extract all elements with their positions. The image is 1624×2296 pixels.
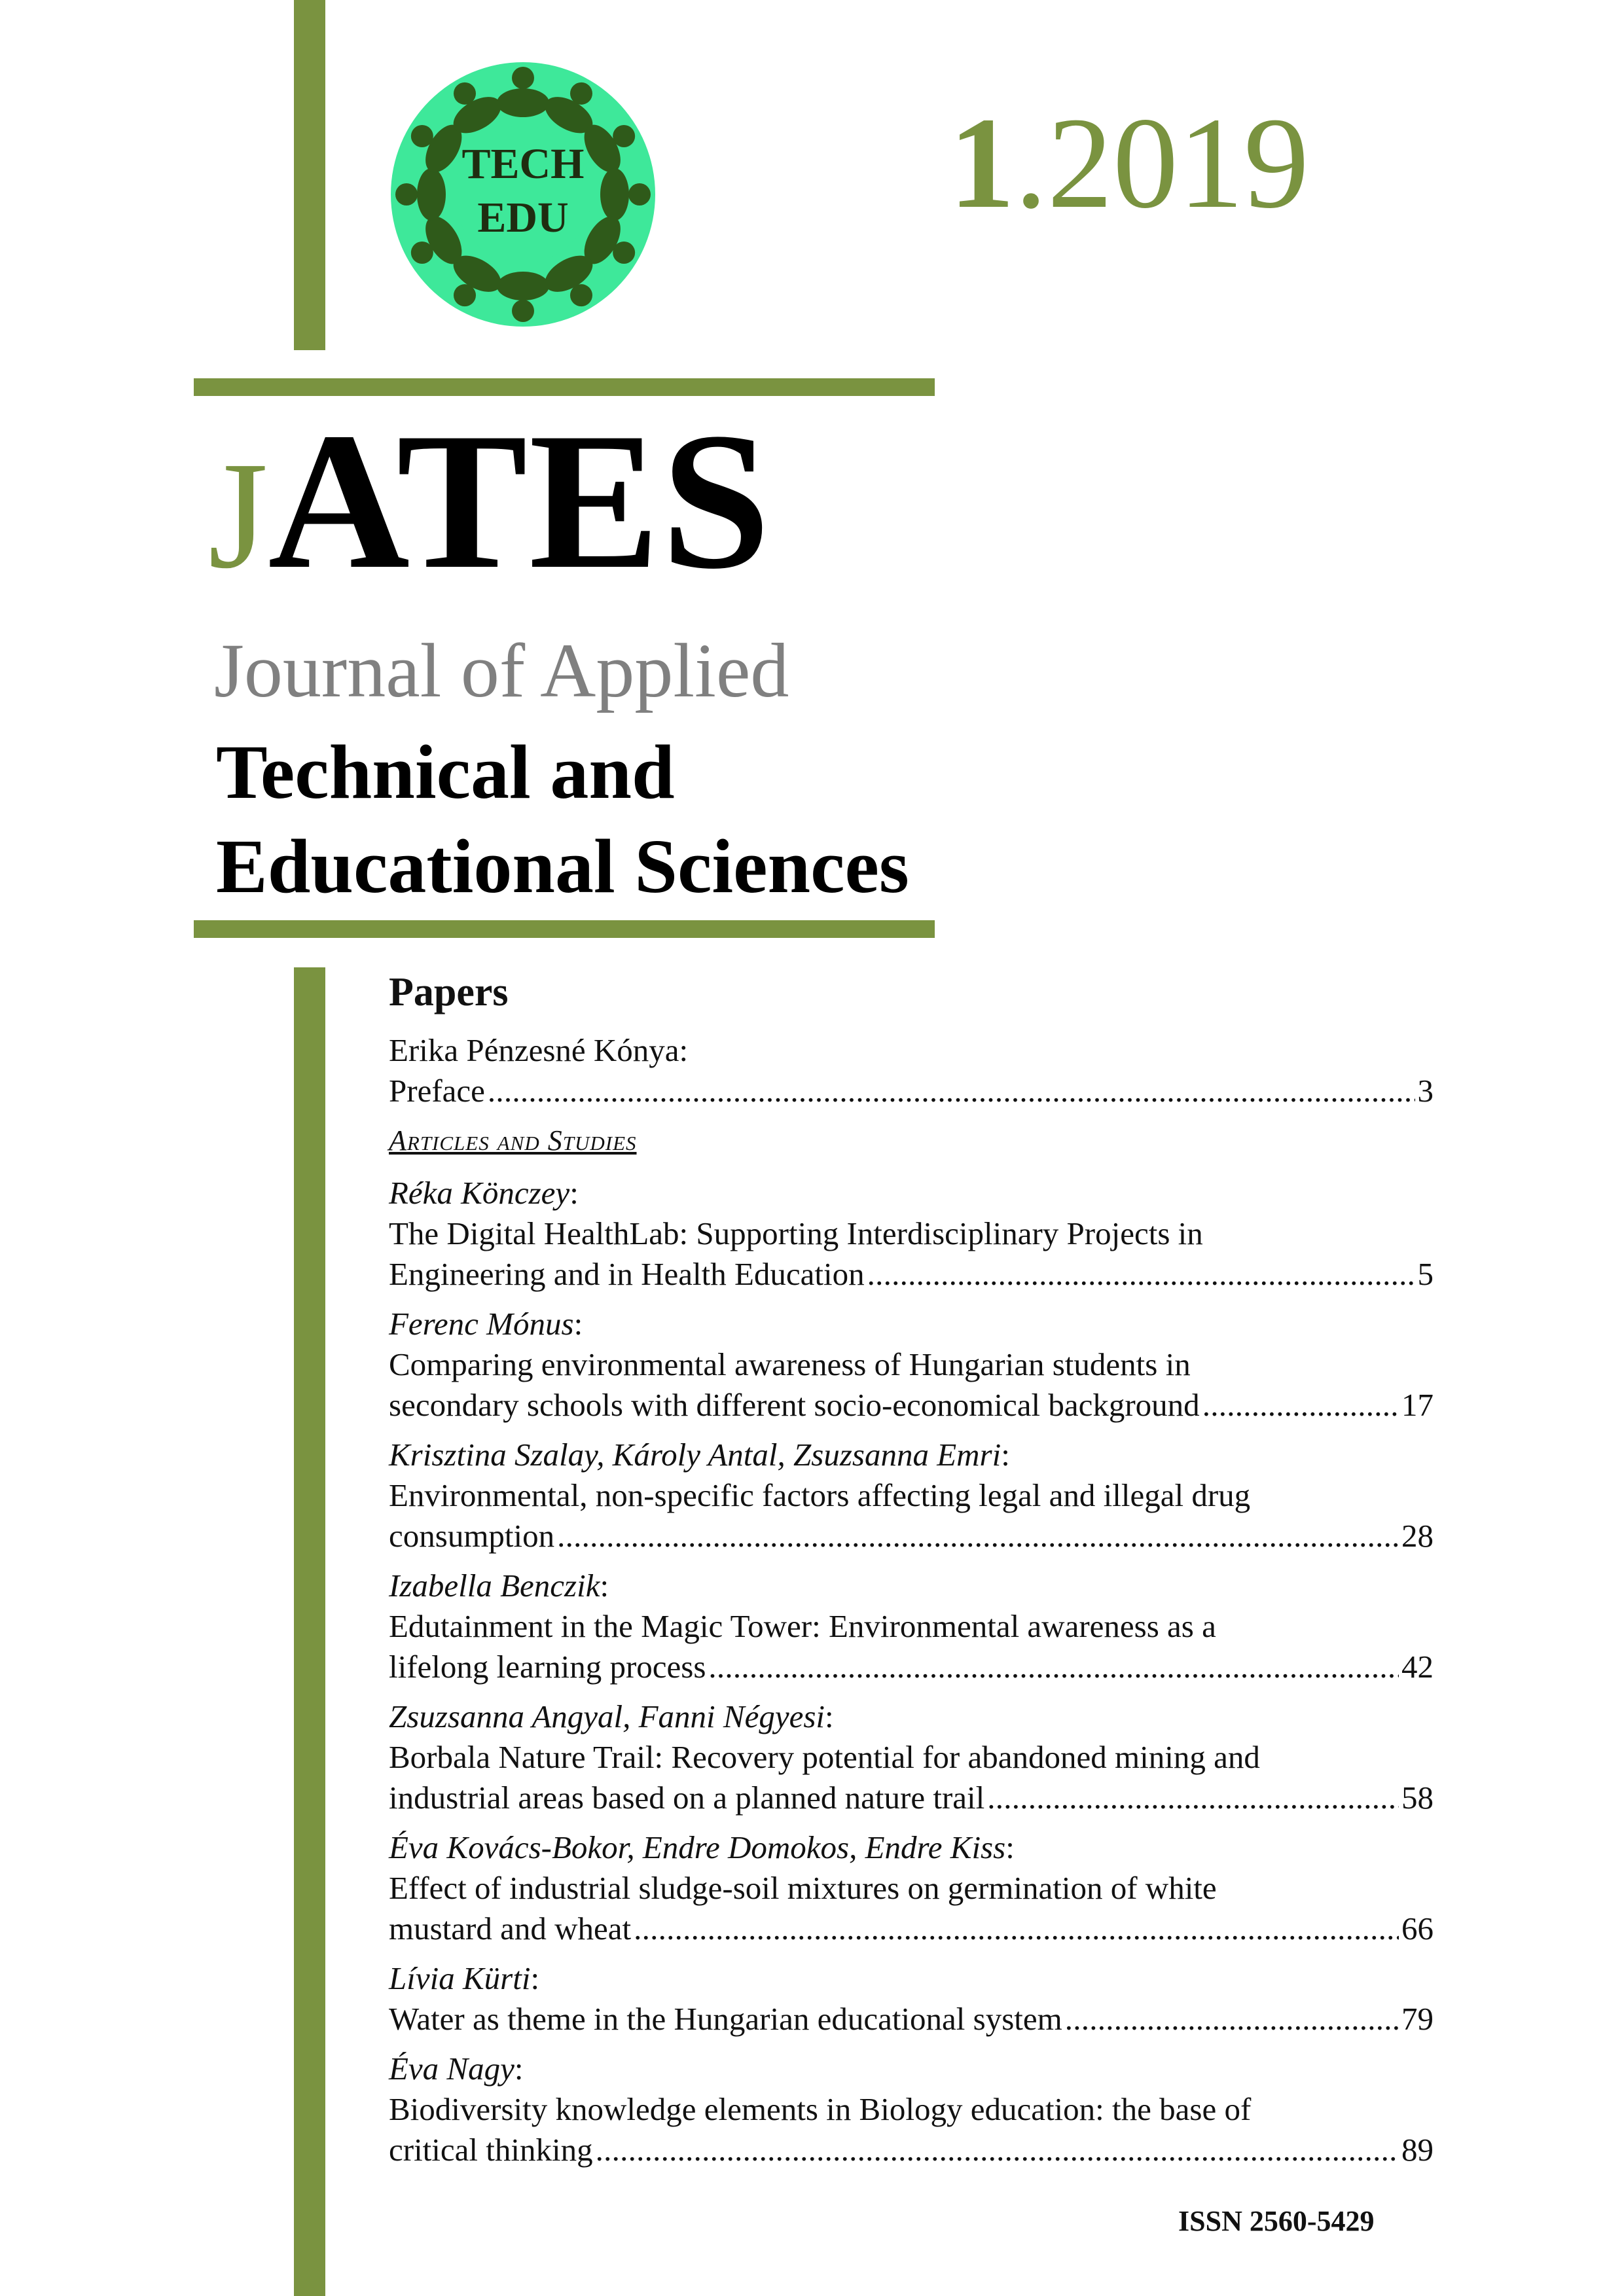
toc-entry: Réka Könczey: The Digital HealthLab: Supporting Interdisciplinary Projects in Engineering and in Health Education . . . 5 (389, 1173, 1434, 1295)
entry-title-line-2 (389, 1909, 1434, 1949)
issue-num: 1 (949, 91, 1015, 236)
lower-horizontal-rule (194, 920, 935, 938)
entry-title-line-2 (389, 1254, 1434, 1295)
toc-entries (389, 1173, 1434, 2170)
entry-author: Éva Nagy (389, 2051, 514, 2087)
toc-entry: Ferenc Mónus: Comparing environmental awareness of Hungarian students in secondary schools with different socio-economical background . . . 17 (389, 1304, 1434, 1426)
entry-page: 28 (1401, 1518, 1434, 1554)
entry-title-line-2 (389, 1516, 1434, 1556)
logo-text-tech: TECH (461, 140, 585, 188)
entry-author: Ferenc Mónus (389, 1306, 574, 1342)
entry-page: 42 (1401, 1649, 1434, 1685)
entry-author: Éva Kovács-Bokor, Endre Domokos, Endre Kiss (389, 1829, 1006, 1865)
subtitle-line-1: Journal of Applied (214, 628, 789, 713)
section-heading: Articles and Studies (389, 1124, 637, 1157)
entry-author: Izabella Benczik (389, 1568, 600, 1604)
entry-title-line-2 (389, 1778, 1434, 1818)
issue-year: .2019 (1015, 91, 1309, 236)
entry-title-line-2 (389, 1647, 1434, 1687)
entry-author: Krisztina Szalay, Károly Antal, Zsuzsanna Emri (389, 1437, 1001, 1473)
toc-entry: Lívia Kürti: Water as theme in the Hungarian educational system . . . 79 (389, 1958, 1434, 2039)
entry-page: 58 (1401, 1780, 1434, 1816)
entry-title: Water as theme in the Hungarian educational system (389, 2001, 1062, 2037)
toc-entry: Zsuzsanna Angyal, Fanni Négyesi: Borbala Nature Trail: Recovery potential for abandoned mining and industrial areas based on a planned nature trail . . . 58 (389, 1696, 1434, 1818)
subtitle-line-2: Technical and (216, 729, 675, 815)
preface-title: Preface (389, 1073, 485, 1109)
entry-page: 89 (1401, 2132, 1434, 2168)
top-vertical-rule (294, 0, 325, 350)
entry-title-line-1: Effect of industrial sludge-soil mixtures on germination of white (389, 1870, 1217, 1906)
entry-title: secondary schools with different socio-economical background (389, 1387, 1200, 1423)
issn: ISSN 2560-5429 (1178, 2205, 1375, 2237)
logo-text-edu: EDU (477, 194, 569, 242)
entry-title-line-1: Comparing environmental awareness of Hungarian students in (389, 1346, 1191, 1382)
bottom-vertical-rule (294, 967, 325, 2296)
person-body-icon (417, 168, 446, 221)
tech-edu-logo (389, 60, 657, 329)
acronym-rest: ATES (268, 392, 772, 609)
entry-title-line-1: Environmental, non-specific factors affecting legal and illegal drug (389, 1477, 1251, 1513)
entry-author: Zsuzsanna Angyal, Fanni Négyesi (389, 1698, 825, 1734)
entry-title: consumption (389, 1518, 555, 1554)
entry-title-line-2 (389, 2130, 1434, 2170)
person-head-icon (512, 67, 534, 89)
entry-title-line-1: Edutainment in the Magic Tower: Environmental awareness as a (389, 1608, 1216, 1644)
entry-title-line-1: The Digital HealthLab: Supporting Interdisciplinary Projects in (389, 1215, 1203, 1251)
issue-number (949, 91, 1309, 236)
person-head-icon (628, 183, 651, 206)
toc-preface (389, 1030, 1434, 1111)
entry-author: Lívia Kürti (389, 1960, 531, 1996)
entry-title: mustard and wheat (389, 1910, 632, 1946)
person-head-icon (512, 300, 534, 322)
toc-entry: Krisztina Szalay, Károly Antal, Zsuzsanna Emri: Environmental, non-specific factors affecting legal and illegal drug consumption . . . 28 (389, 1435, 1434, 1556)
person-head-icon (395, 183, 418, 206)
journal-acronym (208, 392, 772, 609)
preface-page: 3 (1417, 1073, 1434, 1109)
preface-author: Erika Pénzesné Kónya: (389, 1032, 689, 1068)
toc-entry: Izabella Benczik: Edutainment in the Magic Tower: Environmental awareness as a lifelong learning process . . . 42 (389, 1566, 1434, 1687)
entry-title-line-2 (389, 1385, 1434, 1426)
entry-title-line-2 (389, 1999, 1434, 2039)
subtitle-line-3: Educational Sciences (216, 823, 909, 909)
entry-author: Réka Könczey (389, 1175, 570, 1211)
table-of-contents (389, 969, 1434, 2179)
entry-title-line-1: Biodiversity knowledge elements in Biology education: the base of (389, 2091, 1252, 2127)
person-body-icon (600, 168, 629, 221)
entry-page: 66 (1401, 1910, 1434, 1946)
entry-title: Engineering and in Health Education (389, 1256, 865, 1292)
entry-title-line-1: Borbala Nature Trail: Recovery potential for abandoned mining and (389, 1739, 1260, 1775)
entry-title: critical thinking (389, 2132, 593, 2168)
subtitle-bold (216, 725, 909, 914)
entry-title: lifelong learning process (389, 1649, 706, 1685)
preface-line (389, 1071, 1434, 1111)
person-body-icon (497, 88, 549, 117)
acronym-j: J (208, 430, 268, 600)
toc-heading: Papers (389, 970, 509, 1014)
toc-entry: Éva Kovács-Bokor, Endre Domokos, Endre Kiss: Effect of industrial sludge-soil mixtures on germination of white mustard and wheat . . . 66 (389, 1827, 1434, 1949)
entry-title: industrial areas based on a planned nature trail (389, 1780, 985, 1816)
toc-entry: Éva Nagy: Biodiversity knowledge elements in Biology education: the base of critical thinking . . . 89 (389, 2049, 1434, 2170)
entry-page: 79 (1401, 2001, 1434, 2037)
entry-page: 5 (1417, 1256, 1434, 1292)
person-body-icon (497, 272, 549, 300)
entry-page: 17 (1401, 1387, 1434, 1423)
